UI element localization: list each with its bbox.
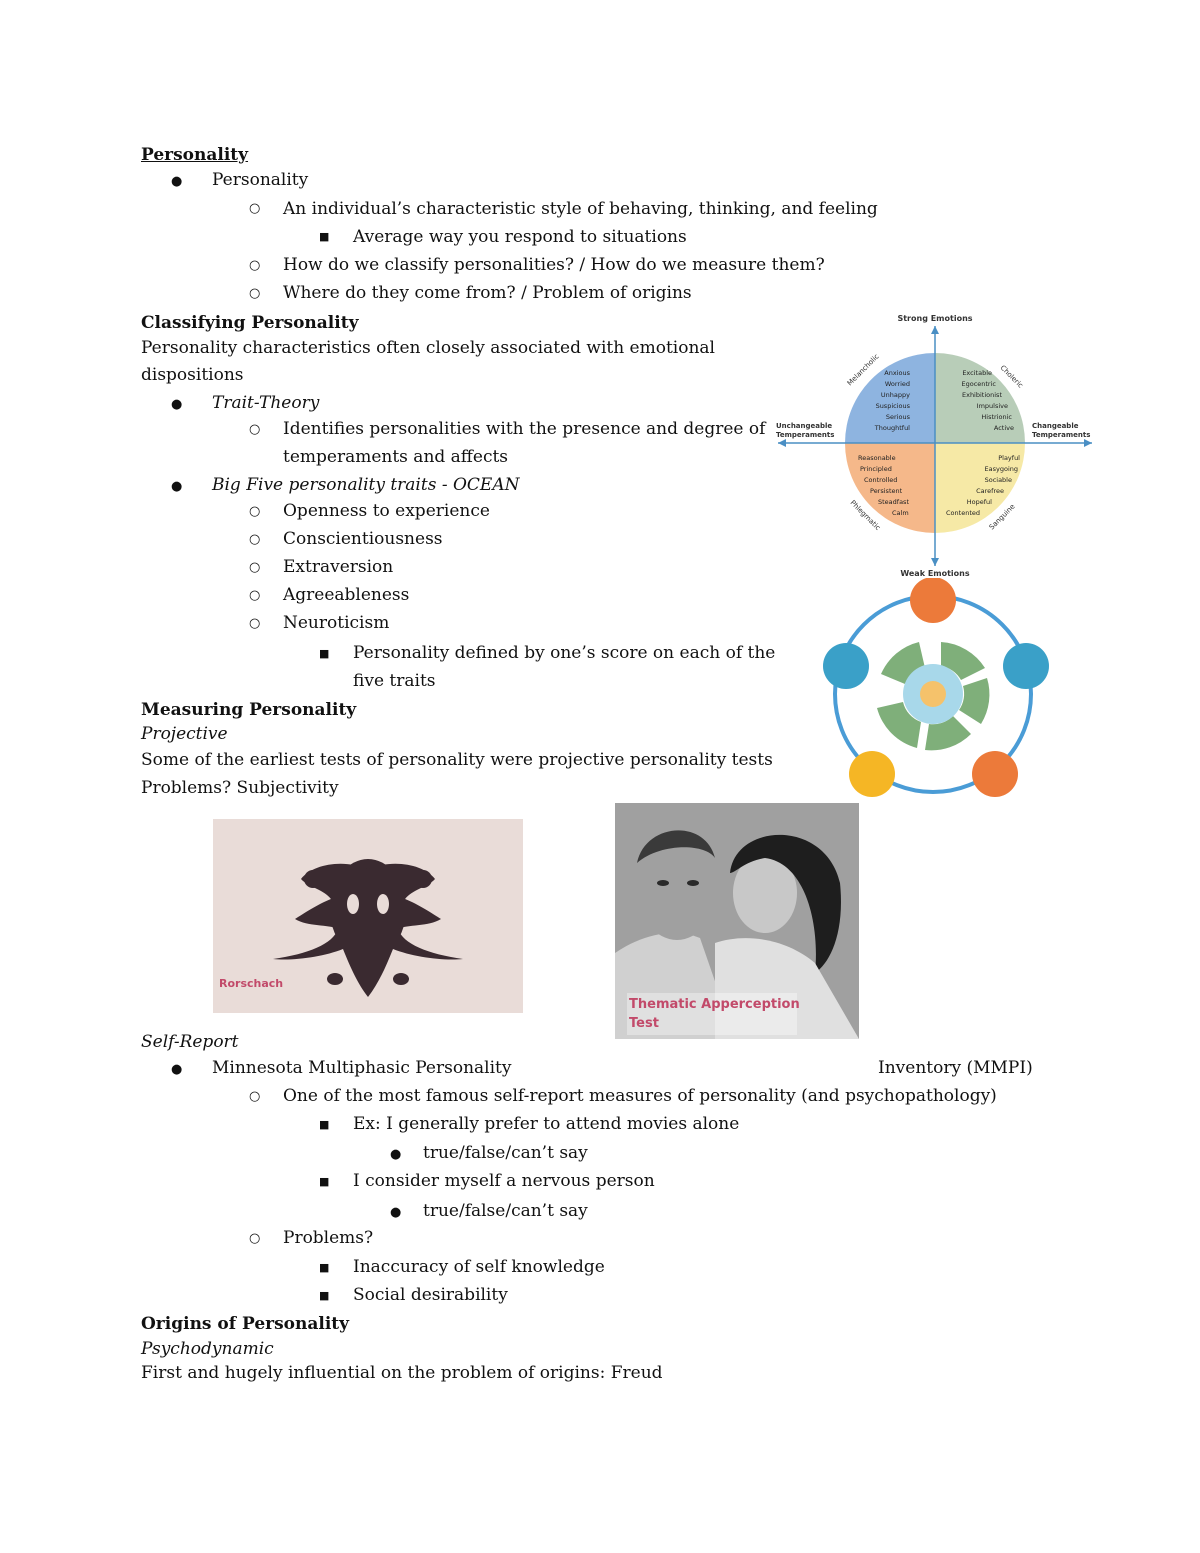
paragraph: First and hugely influential on the problem of origins: Freud xyxy=(141,1363,663,1383)
node-circle xyxy=(823,643,869,689)
bullet-icon: ● xyxy=(171,1062,183,1077)
bullet-icon: ● xyxy=(171,397,183,412)
circle-bullet-icon: ○ xyxy=(249,286,261,301)
list-item: Average way you respond to situations xyxy=(353,227,687,247)
word: Reasonable xyxy=(858,454,896,462)
label-sanguine: Sanguine xyxy=(987,502,1017,532)
paragraph: Problems? Subjectivity xyxy=(141,778,339,798)
word: Easygoing xyxy=(984,465,1018,473)
bullet-icon: ● xyxy=(390,1147,402,1162)
bullet-icon: ● xyxy=(171,479,183,494)
word: Calm xyxy=(892,509,909,517)
list-item: Openness to experience xyxy=(283,501,490,521)
rorschach-caption: Rorschach xyxy=(219,977,284,990)
word: Worried xyxy=(884,380,910,388)
arrow-down-icon xyxy=(931,558,939,566)
list-item: Where do they come from? / Problem of origins xyxy=(283,283,692,303)
list-item: Social desirability xyxy=(353,1285,508,1305)
word: Playful xyxy=(998,454,1020,462)
list-item: Ex: I generally prefer to attend movies alone xyxy=(353,1114,740,1134)
circle-bullet-icon: ○ xyxy=(249,504,261,519)
circle-bullet-icon: ○ xyxy=(249,422,261,437)
node-circle xyxy=(972,751,1018,797)
list-item: temperaments and affects xyxy=(283,447,509,467)
list-item: Big Five personality traits - OCEAN xyxy=(212,475,520,495)
temperament-wheel-figure xyxy=(770,308,1100,576)
word: Exhibitionist xyxy=(961,391,1002,399)
word: Persistent xyxy=(870,487,903,495)
word: Serious xyxy=(885,413,910,421)
word: Thoughtful xyxy=(874,424,910,432)
arrow-right-icon xyxy=(1084,439,1092,447)
label-temperaments-right: Temperaments xyxy=(1032,431,1091,439)
heading-origins: Origins of Personality xyxy=(141,1314,350,1334)
list-item: true/false/can’t say xyxy=(423,1201,588,1221)
list-item: An individual’s characteristic style of behaving, thinking, and feeling xyxy=(283,199,878,219)
word: Excitable xyxy=(962,369,992,377)
word: Carefree xyxy=(976,487,1004,495)
label-weak-emotions: Weak Emotions xyxy=(900,569,970,576)
word: Impulsive xyxy=(976,402,1008,410)
list-item: How do we classify personalities? / How do we measure them? xyxy=(283,255,825,275)
rorschach-image xyxy=(213,819,523,1013)
circle-bullet-icon: ○ xyxy=(249,201,261,216)
heading-personality: Personality xyxy=(141,145,249,165)
node-circle xyxy=(910,578,956,623)
label-unchangeable: Unchangeable xyxy=(776,422,833,430)
list-item: five traits xyxy=(353,671,436,691)
list-item: Agreeableness xyxy=(283,585,410,605)
word: Steadfast xyxy=(878,498,909,506)
heading-measuring: Measuring Personality xyxy=(141,700,357,720)
word: Contented xyxy=(946,509,980,517)
label-strong-emotions: Strong Emotions xyxy=(897,314,973,323)
label-choleric: Choleric xyxy=(998,363,1025,390)
square-bullet-icon: ■ xyxy=(319,647,330,660)
label-phlegmatic: Phlegmatic xyxy=(848,498,882,532)
list-item: Personality xyxy=(212,170,309,190)
big-five-cycle-figure xyxy=(812,578,1052,800)
node-circle xyxy=(849,751,895,797)
label-temperaments-left: Temperaments xyxy=(776,431,835,439)
subheading-projective: Projective xyxy=(141,724,228,744)
word: Anxious xyxy=(884,369,910,377)
node-circle xyxy=(1003,643,1049,689)
circle-bullet-icon: ○ xyxy=(249,1231,261,1246)
list-item: true/false/can’t say xyxy=(423,1143,588,1163)
circle-bullet-icon: ○ xyxy=(249,258,261,273)
subheading-psychodynamic: Psychodynamic xyxy=(141,1339,274,1359)
tat-caption-line1: Thematic Apperception xyxy=(629,997,800,1012)
square-bullet-icon: ■ xyxy=(319,1118,330,1131)
word: Unhappy xyxy=(880,391,910,399)
list-item: I consider myself a nervous person xyxy=(353,1171,655,1191)
list-item: Conscientiousness xyxy=(283,529,443,549)
arrow-up-icon xyxy=(931,326,939,334)
list-item: One of the most famous self-report measures of personality (and psychopathology) xyxy=(283,1086,997,1106)
heading-classifying: Classifying Personality xyxy=(141,313,359,333)
word: Active xyxy=(993,424,1014,432)
square-bullet-icon: ■ xyxy=(319,1261,330,1274)
list-item: Inaccuracy of self knowledge xyxy=(353,1257,605,1277)
arrow-left-icon xyxy=(778,439,786,447)
paragraph: dispositions xyxy=(141,365,244,385)
word: Principled xyxy=(860,465,892,473)
tat-image xyxy=(615,803,859,1039)
square-bullet-icon: ■ xyxy=(319,1289,330,1302)
square-bullet-icon: ■ xyxy=(319,1175,330,1188)
list-item: Minnesota Multiphasic Personality xyxy=(212,1058,512,1078)
tat-caption-line2: Test xyxy=(629,1016,659,1031)
list-item: Trait-Theory xyxy=(212,393,320,413)
circle-bullet-icon: ○ xyxy=(249,532,261,547)
word: Hopeful xyxy=(966,498,992,506)
word: Suspicious xyxy=(875,402,910,410)
word: Controlled xyxy=(864,476,898,484)
paragraph: Some of the earliest tests of personality were projective personality tests xyxy=(141,750,773,770)
circle-bullet-icon: ○ xyxy=(249,1089,261,1104)
list-item: Extraversion xyxy=(283,557,394,577)
square-bullet-icon: ■ xyxy=(319,230,330,243)
list-item-continuation: Inventory (MMPI) xyxy=(878,1058,1033,1078)
label-changeable: Changeable xyxy=(1032,422,1079,430)
subheading-self-report: Self-Report xyxy=(141,1032,239,1052)
circle-bullet-icon: ○ xyxy=(249,616,261,631)
circle-bullet-icon: ○ xyxy=(249,588,261,603)
list-item: Problems? xyxy=(283,1228,374,1248)
label-melancholic: Melancholic xyxy=(845,352,881,388)
bullet-icon: ● xyxy=(390,1205,402,1220)
list-item: Neuroticism xyxy=(283,613,390,633)
word: Egocentric xyxy=(961,380,996,388)
bullet-icon: ● xyxy=(171,174,183,189)
word: Histrionic xyxy=(981,413,1012,421)
paragraph: Personality characteristics often closely associated with emotional xyxy=(141,338,715,358)
list-item: Personality defined by one’s score on each of the xyxy=(353,643,776,663)
circle-bullet-icon: ○ xyxy=(249,560,261,575)
word: Sociable xyxy=(984,476,1012,484)
list-item: Identifies personalities with the presence and degree of xyxy=(283,419,766,439)
